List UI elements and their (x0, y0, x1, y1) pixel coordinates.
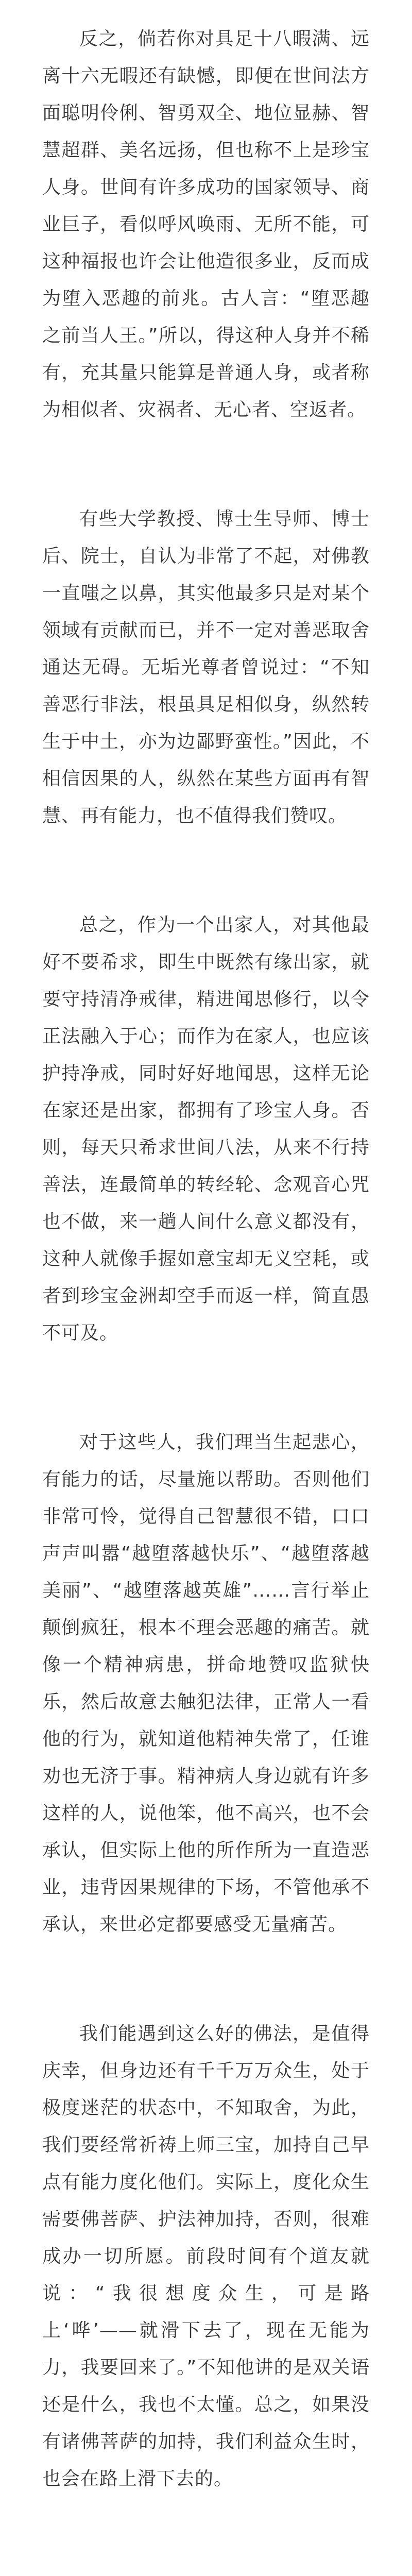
paragraph-3: 总之，作为一个出家人，对其他最好不要希求，即生中既然有缘出家，就要守持清净戒律，精进闻思修行，以令正法融入于心；而作为在家人，也应该护持净戒，同时好好地闻思，这样无论在家还是出家，都拥有了珍宝人身。否则，每天只希求世间八法，从来不行持善法，连最简单的转经轮、念观音心咒也不做，来一趟人间什么意义都没有，这种人就像手握如意宝却无义空耗，或者到珍宝金洲却空手而返一样，简直愚不可及。 (42, 914, 370, 1344)
paragraph-5: 我们能遇到这么好的佛法，是值得庆幸，但身边还有千千万万众生，处于极度迷茫的状态中，不知取舍，为此，我们要经常祈祷上师三宝，加持自己早点有能力度化他们。实际上，度化众生需要佛菩萨、护法神加持，否则，很难成办一切所愿。前段时间有个道友就说：“我很想度众生，可是路上‘哗’——就滑下去了，现在无能为力，我要回来了。”不知他讲的是双关语还是什么，我也不太懂。总之，如果没有诸佛菩萨的加持，我们利益众生时，也会在路上滑下去的。 (42, 2023, 370, 2489)
paragraph-2: 有些大学教授、博士生导师、博士后、院士，自认为非常了不起，对佛教一直嗤之以鼻，其实他最多只是对某个领域有贡献而已，并不一定对善恶取舍通达无碍。无垢光尊者曾说过：“不知善恶行非法，根虽具足相似身，纵然转生于中土，亦为边鄙野蛮性。”因此，不相信因果的人，纵然在某些方面再有智慧、再有能力，也不值得我们赞叹。 (42, 509, 370, 826)
paragraph-4: 对于这些人，我们理当生起悲心，有能力的话，尽量施以帮助。否则他们非常可怜，觉得自己智慧很不错，口口声声叫嚣“越堕落越快乐”、“越堕落越美丽”、“越堕落越英雄”……言行举止颠倒疯狂，根本不理会恶趣的痛苦。就像一个精神病患，拼命地赞叹监狱快乐，然后故意去触犯法律，正常人一看他的行为，就知道他精神失常了，任谁劝也无济于事。精神病人身边就有许多这样的人，说他笨，他不高兴，也不会承认，但实际上他的所作所为一直造恶业，违背因果规律的下场，不管他承不承认，来世必定都要感受无量痛苦。 (42, 1432, 370, 1935)
paragraph-1: 反之，倘若你对具足十八暇满、远离十六无暇还有缺憾，即便在世间法方面聪明伶俐、智勇双全、地位显赫、智慧超群、美名远扬，但也称不上是珍宝人身。世间有许多成功的国家领导、商业巨子，看似呼风唤雨、无所不能，可这种福报也许会让他造很多业，反而成为堕入恶趣的前兆。古人言：“堕恶趣之前当人王。”所以，得这种人身并不稀有，充其量只能算是普通人身，或者称为相似者、灾祸者、无心者、空返者。 (42, 28, 370, 420)
